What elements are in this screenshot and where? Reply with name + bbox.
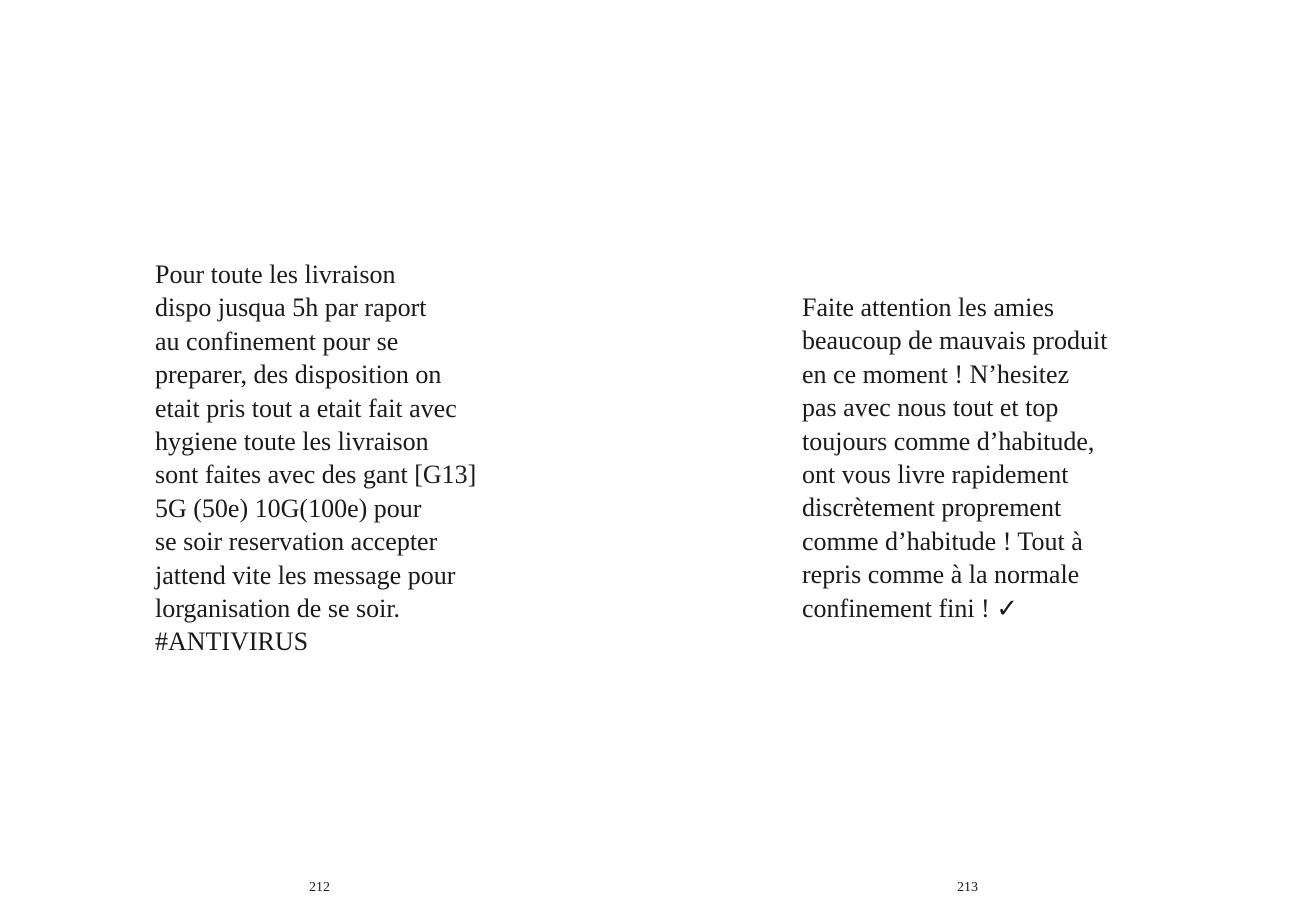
text-line: repris comme à la normale [802, 560, 1080, 590]
text-line: comme d’habitude ! Tout à [802, 526, 1083, 556]
text-line: se soir reservation accepter [155, 527, 438, 557]
text-line: etait pris tout a etait fait avec [155, 393, 457, 423]
text-line: Faite attention les amies [802, 293, 1054, 322]
right-page [645, 0, 1290, 913]
text-line: ont vous livre rapidement [802, 460, 1069, 490]
text-line: au confinement pour se [155, 326, 399, 356]
text-line: preparer, des disposition on [155, 360, 442, 390]
text-line: discrètement proprement [802, 493, 1062, 523]
hashtag-line: #ANTIVIRUS [155, 627, 309, 657]
page-number-right: 213 [957, 880, 978, 895]
text-line: 5G (50e) 10G(100e) pour [155, 493, 422, 523]
text-line: beaucoup de mauvais produit [802, 326, 1108, 356]
text-line: hygiene toute les livraison [155, 427, 429, 457]
text-line: confinement fini ! ✓ [802, 593, 1018, 623]
text-line: en ce moment ! N’hesitez [802, 359, 1070, 389]
text-line: lorganisation de se soir. [155, 594, 401, 624]
text-line: jattend vite les message pour [155, 560, 456, 590]
text-line: dispo jusqua 5h par raport [155, 293, 427, 323]
text-line: sont faites avec des gant [G13] [155, 460, 477, 490]
left-page-text [155, 258, 476, 659]
text-line: Pour toute les livraison [155, 260, 396, 289]
text-line: toujours comme d’habitude, [802, 426, 1095, 456]
page-number-left: 212 [309, 880, 330, 895]
right-page-text [802, 291, 1107, 625]
text-line: pas avec nous tout et top [802, 393, 1059, 423]
